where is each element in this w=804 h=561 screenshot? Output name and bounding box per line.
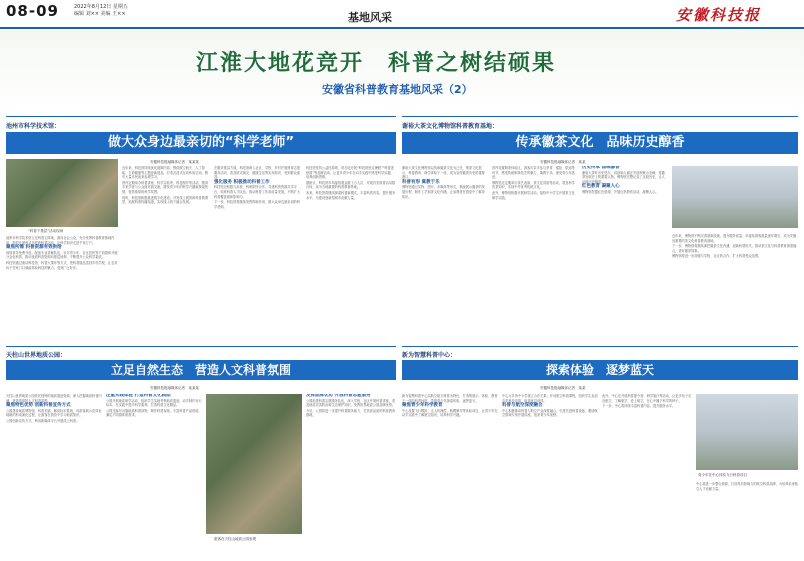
section2-label-bar [402, 116, 798, 131]
main-title: 江淮大地花竞开 科普之树结硕果 [196, 51, 557, 76]
section2-photo [672, 166, 798, 228]
section1-col1: 池州市科学技术馆立足科普主阵地，面向社会公众，充分发挥科普教育基地作用，组织开展形式多样的科普活动，让科学知识走进千家万户。 聚焦所需 科普资源有效供给 场馆常年免费开放，配备专业讲解队伍，针对青少年、社区居民等不同群体开展分众化科普，推动优质科普资源向基层延伸，不断提升公众科学素质。 科技馆通过流动科技馆、科普大篷车等方式，把科普展品送到乡村学校，让农村孩子在家门口就能体验科技的魅力，受到广泛好评。 [6, 236, 118, 270]
section1-byline: 安徽科技报融媒体记者 某某某 [150, 160, 199, 164]
date-line: 2022年8月12日 星期五 [74, 4, 128, 10]
section4-subhead-2: 科普与航空深度融合 [502, 403, 543, 409]
section1-photo-caption: “科普下基层”活动现场 [28, 229, 64, 233]
section1-label-bar [6, 116, 396, 131]
section1-label: 池州市科学技术馆： [6, 123, 61, 130]
section1-photo [6, 159, 118, 227]
section3-photo [206, 394, 302, 534]
section3-subhead-1: 聚焦特色优势 创新科普宣传方式 [6, 403, 71, 409]
section4-byline: 安徽科技报融媒体记者 某某 [540, 386, 586, 390]
section3-byline: 安徽科技报融媒体记者 某某某 [150, 386, 199, 390]
section1-col2: 近年来，科技馆持续优化展陈内容，围绕航空航天、人工智能、生命健康等主题更新展品，打造沉浸式互动体验空间，吸引大量市民前来参观学习。 馆内定期举办科普讲座、科学实验秀、科技制作等活动，邀请专家学者与公众面对面交流，激发青少年的科学兴趣和探索热情，营造浓厚的科学氛围。 同时，科技馆积极推进数字化建设，开发线上展馆和科普微课堂，拓展科普传播渠道，实现线上线下融合发展。 [122, 166, 209, 205]
section3-col2: 注重实践体验 打造科普文化精品 公园开展地质研学活动，组织学生实地考察地质遗迹，动手制作岩石标本，在实践中提升科学素养，打造科普文化精品。 公园还编写出版地质科普读物，制作科普视频，丰富科普产品供给，满足不同群体的需求。 [106, 394, 202, 556]
editor-line: 编辑 刘×× 美编 王×× [74, 11, 126, 17]
section2-subhead-2: 历史传承 品味醇香 [582, 166, 620, 170]
section4-banner: 探索体验 逐梦蓝天 [402, 360, 798, 380]
section3-col1: 天柱山世界地质公园依托独特的地质遗迹资源，深入挖掘地质科普内涵，营造浓厚的人文科普氛围。 聚焦特色优势 创新科普宣传方式 公园建设地质博物馆、科普长廊、解说标识系统，向游客展示花岗岩地貌的形成演化过程，让游客在游览中学习地质知识。 公园创新宣传方式，利用新媒体平台开展线上科普。 [6, 394, 102, 556]
page-number: 08-09 [6, 2, 59, 20]
section3-col3: 发挥品牌优势 开展科普志愿服务 公园组建科普志愿服务队伍，深入学校、社区开展科普讲座，普及地质灾害防治和生态保护知识，发挥世界地质公园品牌优势。 今后，公园将进一步提升科普服务能力，打造高品质的科普教育基地。 [306, 394, 396, 556]
section2-banner: 传承徽茶文化 品味历史醇香 [402, 132, 798, 154]
newspaper-logo: 安徽科技报 [676, 6, 762, 24]
section2-col2: 馆内设置制茶体验区，游客可亲手参与杀青、揉捻、烘焙等环节，感受传统制茶技艺的魅力，寓教于乐，深受青少年喜爱。 博物馆还定期举办茶艺表演、茶文化讲座等活动，普及科学饮茶知识，弘扬中华优秀传统文化。 此外，博物馆积极开展研学活动，接待中小学生开展茶文化研学实践。 [492, 166, 575, 200]
section-title: 基地风采 [348, 11, 392, 24]
section2-col4: 近年来，博物馆不断完善展陈设施，提升服务质量，年接待游客数量逐年增长，成为安徽省重要的茶文化科普教育基地。 下一步，博物馆将继续深挖徽茶文化内涵，创新科普形式，推动茶文化与科普教育深度融合，讲好徽茶故事。 博物馆将进一步加强与学校、社区的合作，扩大科普受众范围。 [672, 234, 797, 259]
section2-subhead-3: 红色教育 凝聚人心 [582, 184, 620, 190]
header-rule [0, 27, 804, 29]
section2-col3: 历史传承 品味醇香 谢裕大茶叶历史悠久，其创始人谢正安创制黄山毛峰，是徽茶发展史上的重要人物，博物馆完整记录了这段历史，让人品味历史醇香。 红色教育 凝聚人心 博物馆挖掘红色资源，开展红色教育活动，凝聚人心。 [582, 166, 668, 396]
section4-col2: 中心与多所中小学建立合作关系，开设航空科普课程，组织学生参加各类科技竞赛，取得优异成绩。 科普与航空深度融合 中心积极推动科普与航空产业深度融合，引进先进科普设备，邀请航空领域专家开展讲座，拓宽青少年视野。 [502, 394, 598, 556]
section2-label: 谢裕大茶文化博物馆科普教育基地： [402, 123, 499, 130]
section3-label-bar [6, 346, 396, 359]
section3-subhead-3: 发挥品牌优势 开展科普志愿服务 [306, 394, 371, 398]
section1-banner: 做大众身边最亲切的“科学老师” [6, 132, 396, 154]
section2-col1: 谢裕大茶文化博物馆以传承徽茶文化为己任，集茶文化展示、科普教育、研学体验于一体，成为宣传徽茶历史的重要窗口。 科普有形 寓教于乐 博物馆通过实物、图片、多媒体等形式，系统展示徽茶的发展历程、制作工艺和茶文化内涵，让参观者在游览中了解茶知识。 [402, 166, 488, 396]
section1-subhead-1: 聚焦所需 科普资源有效供给 [6, 245, 62, 251]
section4-col1: 新为智慧科普中心以航空航天科普为特色，打造集展示、体验、教育于一体的科普场馆，带领青少年探索体验、逐梦蓝天。 聚焦青少年科学教育 中心设置飞行模拟、无人机操控、航模制作等体验项目，让青少年在动手实践中了解航空知识，培养科学兴趣。 [402, 394, 498, 556]
section1-col3: 在服务基层方面，科技馆深入社区、学校、乡村开展科普志愿服务活动，普及防灾减灾、健康生活等实用知识，受到群众欢迎。 强化服务 积极推动科普工作 科技馆还积极与高校、科研院所合作，共建科普资源共享平台，培养科普人才队伍，推动科普工作高质量发展，不断扩大科普覆盖面和影响力。 下一步，科技馆将继续发挥阵地作用，做大众身边最亲切的科学老师。 [214, 166, 301, 209]
section3-banner: 立足自然生态 营造人文科普氛围 [6, 360, 396, 380]
page-header [0, 0, 804, 30]
section4-photo [696, 394, 798, 470]
section1-col4: 科技馆坚持公益性原则，常态化开展“科技馆里过暑假”“科普进校园”等品牌活动，让更多青少年在动手实践中感受科学乐趣，培养创新思维。 据统计，科技馆年均接待观众数十万人次，开展各类科普活动数百场，成为当地重要的科普教育阵地。 未来，科技馆将继续探索科普新模式，丰富科普内容，提升服务水平，为建设创新型城市贡献力量。 [306, 166, 396, 200]
date-info [74, 4, 154, 18]
section1-subhead-2: 强化服务 积极推动科普工作 [214, 179, 270, 185]
section4-label: 新为智慧科普中心： [402, 352, 457, 359]
section3-label: 天柱山世界地质公园： [6, 352, 67, 359]
main-subtitle: 安徽省科普教育基地风采（2） [322, 83, 473, 96]
section4-subhead-1: 聚焦青少年科学教育 [402, 403, 443, 409]
section4-label-bar [402, 346, 798, 359]
section2-byline: 安徽科技报融媒体记者 某某 [540, 160, 586, 164]
section4-col4: 中心将进一步整合资源，打造具有影响力的航空科普品牌，为培养未来航空人才贡献力量。 [696, 482, 798, 556]
section3-subhead-2: 注重实践体验 打造科普文化精品 [106, 394, 171, 398]
section4-photo-caption: 青少年在中心体验飞行科普项目 [698, 473, 747, 477]
section2-subhead-1: 科普有形 寓教于乐 [402, 179, 440, 185]
section3-photo-caption: 游客在天柱山地质公园参观 [214, 537, 256, 541]
section4-col3: 此外，中心还开展科普夏令营、研学旅行等活动，让更多孩子走近航空、了解航空、爱上航空，在心中播下科学的种子。 下一步，中心将持续丰富科普内容，提升服务水平。 [602, 394, 692, 556]
